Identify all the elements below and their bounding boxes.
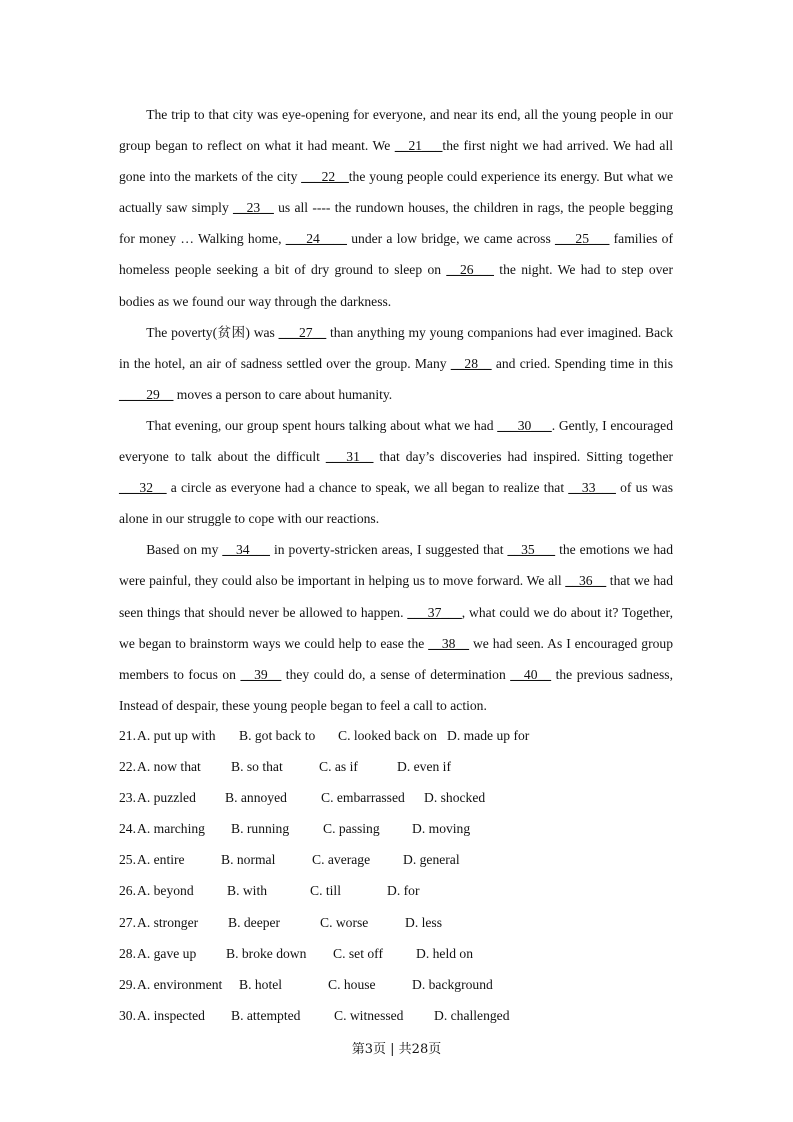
option-d: D. challenged: [434, 1007, 510, 1023]
passage-text: we had seen. As I encouraged group members to focus on: [119, 635, 673, 682]
option-c: C. looked back on: [338, 728, 437, 743]
question-number: 24.: [119, 821, 136, 837]
answer-blank: ___32__: [119, 480, 167, 496]
option-a: A. put up with: [137, 728, 216, 743]
option-row: [119, 969, 679, 1000]
question-number: 26.: [119, 883, 136, 899]
answer-blank: ___24____: [285, 231, 347, 247]
option-c: C. set off: [333, 945, 383, 961]
option-c: C. embarrassed: [321, 790, 405, 806]
paragraph-4: [119, 534, 673, 721]
passage-text: , what could we do about it? Together, we began to brainstorm ways we could help to ease the: [119, 604, 673, 651]
answer-blank: __34___: [222, 542, 270, 558]
answer-blank: __21___: [394, 138, 443, 154]
option-d: D. shocked: [424, 790, 486, 806]
option-a: A. entire: [137, 852, 185, 868]
paragraph-2: [119, 317, 673, 410]
question-number: 28.: [119, 945, 136, 961]
page-footer: 第3页 | 共28页: [351, 1042, 442, 1057]
option-c: C. as if: [319, 759, 358, 775]
passage-text: us all ---- the rundown houses, the children in rags, the people begging for money … Walking home,: [119, 200, 674, 247]
passage-text: Based on my: [146, 542, 223, 558]
option-b: B. got back to: [239, 728, 316, 743]
option-d: D. held on: [416, 945, 474, 961]
passage-text: moves a person to care about humanity.: [173, 386, 393, 402]
passage-text: families of homeless people seeking a bit of dry ground to sleep on: [119, 231, 673, 278]
option-a: A. puzzled: [137, 790, 196, 806]
option-c: C. witnessed: [334, 1007, 404, 1023]
answer-blank: ___22__: [301, 169, 349, 185]
passage-text: The trip to that city was eye-opening for everyone, and near its end, all the young people in our group began to reflect on what it had meant. We: [119, 107, 673, 154]
passage-text: than anything my young companions had ever imagined. Back in the hotel, an air of sadness settled over the group. Many: [119, 324, 673, 371]
option-d: D. for: [387, 883, 420, 899]
option-b: B. with: [227, 883, 268, 899]
option-row: [119, 720, 679, 751]
passage-text: the first night we had arrived. We had all gone into the markets of the city: [119, 138, 674, 185]
option-b: B. broke down: [226, 945, 307, 961]
option-a: A. gave up: [137, 945, 197, 961]
option-b: B. annoyed: [225, 790, 287, 806]
option-row: [119, 938, 679, 969]
option-a: A. stronger: [137, 914, 199, 930]
option-b: B. so that: [231, 759, 283, 775]
answer-blank: ___27__: [278, 324, 327, 340]
answer-blank: __23__: [233, 200, 274, 216]
answer-blank: __39__: [240, 666, 282, 682]
paragraph-3: [119, 410, 673, 534]
question-number: 25.: [119, 852, 136, 868]
answer-blank: __40__: [510, 666, 552, 682]
passage-text: that day’s discoveries had inspired. Sitting together: [373, 449, 674, 465]
option-b: B. normal: [221, 852, 276, 868]
question-number: 22.: [119, 759, 136, 775]
question-number: 27.: [119, 914, 136, 930]
answer-blank: ___30___: [497, 417, 552, 433]
answer-blank: __38__: [428, 635, 470, 651]
option-d: D. moving: [412, 821, 471, 837]
question-number: 23.: [119, 790, 136, 806]
option-c: C. worse: [320, 914, 369, 930]
question-number: 30.: [119, 1007, 136, 1023]
option-d: D. made up for: [447, 728, 530, 743]
passage-text: they could do, a sense of determination: [281, 666, 511, 682]
paragraph-1: [119, 99, 673, 317]
answer-blank: __33___: [568, 480, 616, 496]
passage-text: that we had seen things that should never be allowed to happen.: [119, 573, 674, 620]
option-row: [119, 1000, 679, 1031]
passage-text: the young people could experience its energy. But what we actually saw simply: [119, 169, 673, 216]
passage-text: the night. We had to step over bodies as we found our way through the darkness.: [119, 262, 673, 309]
option-row: [119, 907, 679, 938]
answer-blank: __28__: [450, 355, 492, 371]
option-c: C. house: [328, 976, 376, 992]
option-a: A. marching: [137, 821, 205, 837]
option-a: A. environment: [137, 976, 223, 992]
option-row: [119, 813, 679, 844]
option-d: D. background: [412, 976, 493, 992]
option-row: [119, 782, 679, 813]
passage-text: the previous sadness, Instead of despair, these young people began to feel a call to action.: [119, 666, 673, 713]
passage-text: under a low bridge, we came across: [346, 231, 555, 247]
answer-blank: __26___: [446, 262, 494, 278]
option-a: A. now that: [137, 759, 201, 775]
answer-blank: ___37___: [407, 604, 462, 620]
option-a: A. beyond: [137, 883, 194, 899]
passage-text: in poverty-stricken areas, I suggested that: [269, 542, 508, 558]
answer-blank: ____29__: [119, 386, 174, 402]
option-d: D. less: [405, 914, 443, 930]
question-number: 21.: [119, 728, 136, 743]
option-b: B. attempted: [231, 1007, 301, 1023]
passage-text: of us was alone in our struggle to cope with our reactions.: [119, 480, 674, 527]
passage-text: The poverty(贫困) was: [146, 324, 279, 340]
question-number: 29.: [119, 976, 136, 992]
passage-text: That evening, our group spent hours talking about what we had: [146, 417, 498, 433]
option-row: [119, 751, 679, 782]
option-b: B. deeper: [228, 914, 281, 930]
option-c: C. till: [310, 883, 341, 899]
option-b: B. running: [231, 821, 290, 837]
answer-blank: ___25___: [555, 231, 610, 247]
option-c: C. average: [312, 852, 371, 868]
option-b: B. hotel: [239, 976, 283, 992]
option-a: A. inspected: [137, 1007, 205, 1023]
passage-text: a circle as everyone had a chance to speak, we all began to realize that: [166, 480, 569, 496]
passage-text: the emotions we had were painful, they could also be important in helping us to move forward. We all: [119, 542, 673, 589]
passage-text: and cried. Spending time in this: [491, 355, 673, 371]
passage-text: . Gently, I encouraged everyone to talk about the difficult: [119, 417, 674, 465]
option-d: D. general: [403, 852, 460, 868]
answer-options: [119, 720, 679, 1031]
option-row: [119, 875, 679, 906]
passage: [119, 99, 673, 721]
answer-blank: __36__: [565, 573, 607, 589]
answer-blank: ___31__: [325, 449, 374, 465]
option-row: [119, 844, 679, 875]
option-d: D. even if: [397, 759, 451, 775]
option-c: C. passing: [323, 821, 380, 837]
answer-blank: __35___: [507, 542, 556, 558]
